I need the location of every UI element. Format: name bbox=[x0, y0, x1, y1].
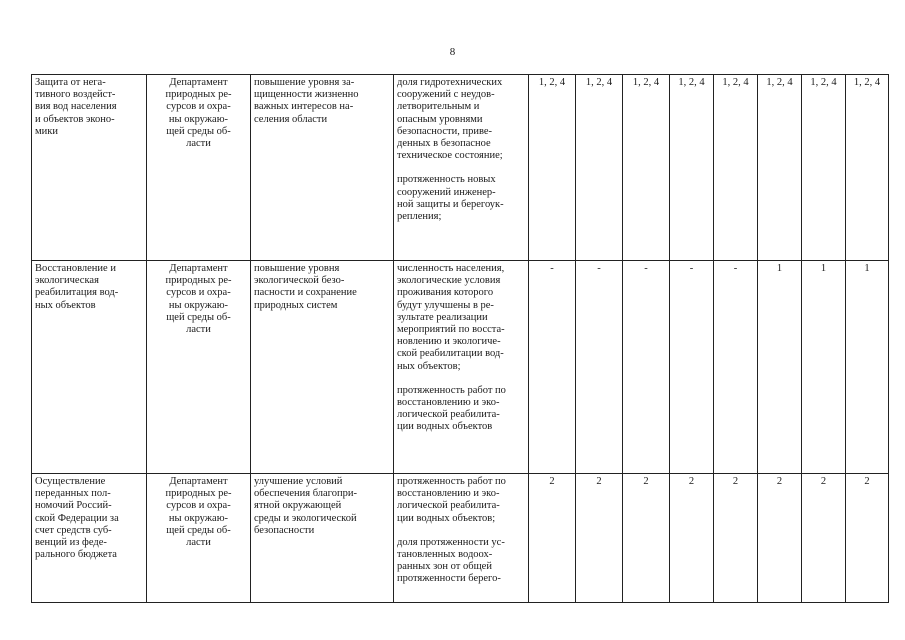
page-number: 8 bbox=[449, 46, 456, 58]
goal-cell: повышение уровня за- щищенности жизненно важных интересов на- селения области bbox=[251, 75, 394, 261]
indicators-cell bbox=[394, 75, 529, 261]
value-cell: 1, 2, 4 bbox=[623, 75, 670, 261]
indicator-text: протяженность работ по восстановлению и эко- логической реабилита- ции водных объектов bbox=[397, 384, 506, 433]
indicator-text: протяженность работ по восстановлению и эко- логической реабилита- ции водных объектов; bbox=[397, 476, 506, 524]
value-cell: 1 bbox=[846, 261, 889, 474]
department-cell: Департамент природных ре- сурсов и охра- ны окружаю- щей среды об- ласти bbox=[147, 261, 251, 474]
goal-cell: повышение уровня экологической безо- пасности и сохранение природных систем bbox=[251, 261, 394, 474]
value-cell: 1, 2, 4 bbox=[529, 75, 576, 261]
indicator-text: доля протяженности ус- тановленных водоох- ранных зон от общей протяженности берего- bbox=[397, 536, 505, 585]
value-cell: 1, 2, 4 bbox=[802, 75, 846, 261]
value-cell: 2 bbox=[714, 474, 758, 603]
value-cell: 2 bbox=[576, 474, 623, 603]
table-row bbox=[32, 75, 889, 261]
value-cell: 1 bbox=[802, 261, 846, 474]
activity-name-cell: Защита от нега- тивного воздейст- вия вод населения и объектов эконо- мики bbox=[32, 75, 147, 261]
value-cell: 1, 2, 4 bbox=[714, 75, 758, 261]
value-cell: - bbox=[576, 261, 623, 474]
value-cell: 2 bbox=[758, 474, 802, 603]
indicator-text: численность населения, экологические условия проживания которого будут улучшены в ре- зультате реализации мероприятий по восста- новлению и экологиче- ской реабилитации вод- ных объектов; bbox=[397, 263, 505, 372]
value-cell: - bbox=[670, 261, 714, 474]
value-cell: 2 bbox=[802, 474, 846, 603]
value-cell: 2 bbox=[529, 474, 576, 603]
value-cell: 2 bbox=[623, 474, 670, 603]
value-cell: 2 bbox=[670, 474, 714, 603]
table-row bbox=[32, 261, 889, 474]
goal-cell: улучшение условий обеспечения благопри- ятной окружающей среды и экологической безопасности bbox=[251, 474, 394, 603]
value-cell: 1, 2, 4 bbox=[846, 75, 889, 261]
program-table bbox=[31, 74, 889, 603]
value-cell: 1, 2, 4 bbox=[670, 75, 714, 261]
value-cell: 1 bbox=[758, 261, 802, 474]
value-cell: 1, 2, 4 bbox=[758, 75, 802, 261]
indicator-text: доля гидротехнических сооружений с неудов- летворительным и опасным уровнями безопасности, приве- денных в безопасное техническое состояние; bbox=[397, 77, 503, 162]
indicators-cell bbox=[394, 261, 529, 474]
activity-name-cell: Осуществление переданных пол- номочий Россий- ской Федерации за счет средств суб- венций из феде- рального бюджета bbox=[32, 474, 147, 603]
value-cell: 2 bbox=[846, 474, 889, 603]
indicators-cell bbox=[394, 474, 529, 603]
value-cell: - bbox=[529, 261, 576, 474]
value-cell: - bbox=[714, 261, 758, 474]
table-row bbox=[32, 474, 889, 603]
value-cell: 1, 2, 4 bbox=[576, 75, 623, 261]
activity-name-cell: Восстановление и экологическая реабилитация вод- ных объектов bbox=[32, 261, 147, 474]
value-cell: - bbox=[623, 261, 670, 474]
department-cell: Департамент природных ре- сурсов и охра- ны окружаю- щей среды об- ласти bbox=[147, 474, 251, 603]
department-cell: Департамент природных ре- сурсов и охра- ны окружаю- щей среды об- ласти bbox=[147, 75, 251, 261]
indicator-text: протяженность новых сооружений инженер- ной защиты и берегоук- репления; bbox=[397, 174, 504, 223]
